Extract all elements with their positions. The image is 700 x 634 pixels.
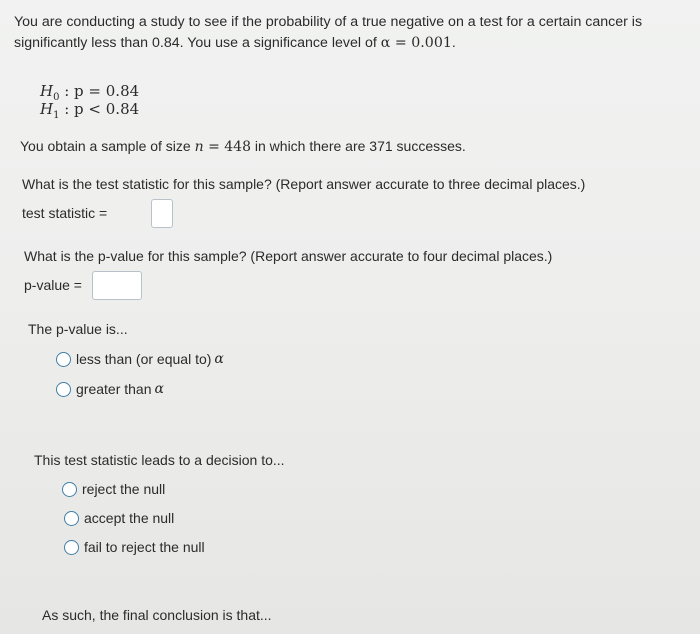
option-reject-null-label: reject the null — [82, 481, 166, 497]
radio-circle-icon — [56, 382, 71, 397]
alpha-value: 0.001 — [411, 35, 452, 51]
radio-circle-icon — [56, 352, 71, 367]
option-fail-to-reject-label: fail to reject the null — [84, 539, 205, 555]
option-reject-null[interactable] — [62, 481, 165, 497]
alpha-symbol: α — [154, 381, 164, 397]
sample-info — [20, 138, 466, 155]
test-statistic-input[interactable] — [151, 199, 173, 228]
radio-circle-icon — [64, 511, 79, 526]
problem-intro-text: You are conducting a study to see if the probability of a true negative on a test for a certain cancer is significantly less than 0.84. You use a significance level of — [14, 14, 643, 51]
option-accept-null[interactable] — [64, 510, 174, 526]
option-less-than-alpha[interactable] — [56, 351, 224, 367]
p-value-comparison-prompt: The p-value is... — [28, 321, 128, 337]
p-value-question: What is the p-value for this sample? (Report answer accurate to four decimal places.) — [24, 248, 553, 264]
alternative-hypothesis — [40, 100, 139, 121]
n-symbol: n — [194, 139, 204, 155]
intro-period: . — [451, 35, 456, 51]
h0-label: H — [40, 82, 54, 100]
sample-text-a: You obtain a sample of size — [20, 138, 195, 154]
option-fail-to-reject-null[interactable] — [64, 539, 205, 555]
sample-text-b: in which there are 371 successes. — [251, 138, 466, 154]
n-equals: = 448 — [203, 139, 251, 155]
decision-prompt: This test statistic leads to a decision to... — [34, 452, 285, 468]
h0-expression: : p = 0.84 — [59, 82, 140, 100]
alpha-symbol: α — [380, 35, 391, 51]
p-value-label: p-value = — [24, 277, 82, 293]
equals-sign: = — [390, 35, 412, 51]
option-less-than-label: less than (or equal to) — [76, 351, 212, 367]
option-greater-than-alpha[interactable] — [56, 381, 164, 397]
h1-label: H — [40, 100, 54, 118]
option-accept-null-label: accept the null — [84, 510, 175, 526]
test-statistic-question: What is the test statistic for this sample? (Report answer accurate to three decimal places.) — [22, 176, 586, 192]
problem-statement — [14, 12, 690, 54]
test-statistic-label: test statistic = — [22, 205, 108, 221]
h0-subscript: 0 — [53, 92, 60, 103]
alpha-symbol: α — [214, 351, 224, 367]
p-value-input[interactable] — [92, 271, 142, 300]
conclusion-prompt: As such, the final conclusion is that... — [42, 607, 272, 623]
radio-circle-icon — [62, 482, 77, 497]
option-greater-than-label: greater than — [76, 381, 152, 397]
h1-subscript: 1 — [53, 110, 60, 121]
radio-circle-icon — [64, 540, 79, 555]
h1-expression: : p < 0.84 — [59, 100, 140, 118]
